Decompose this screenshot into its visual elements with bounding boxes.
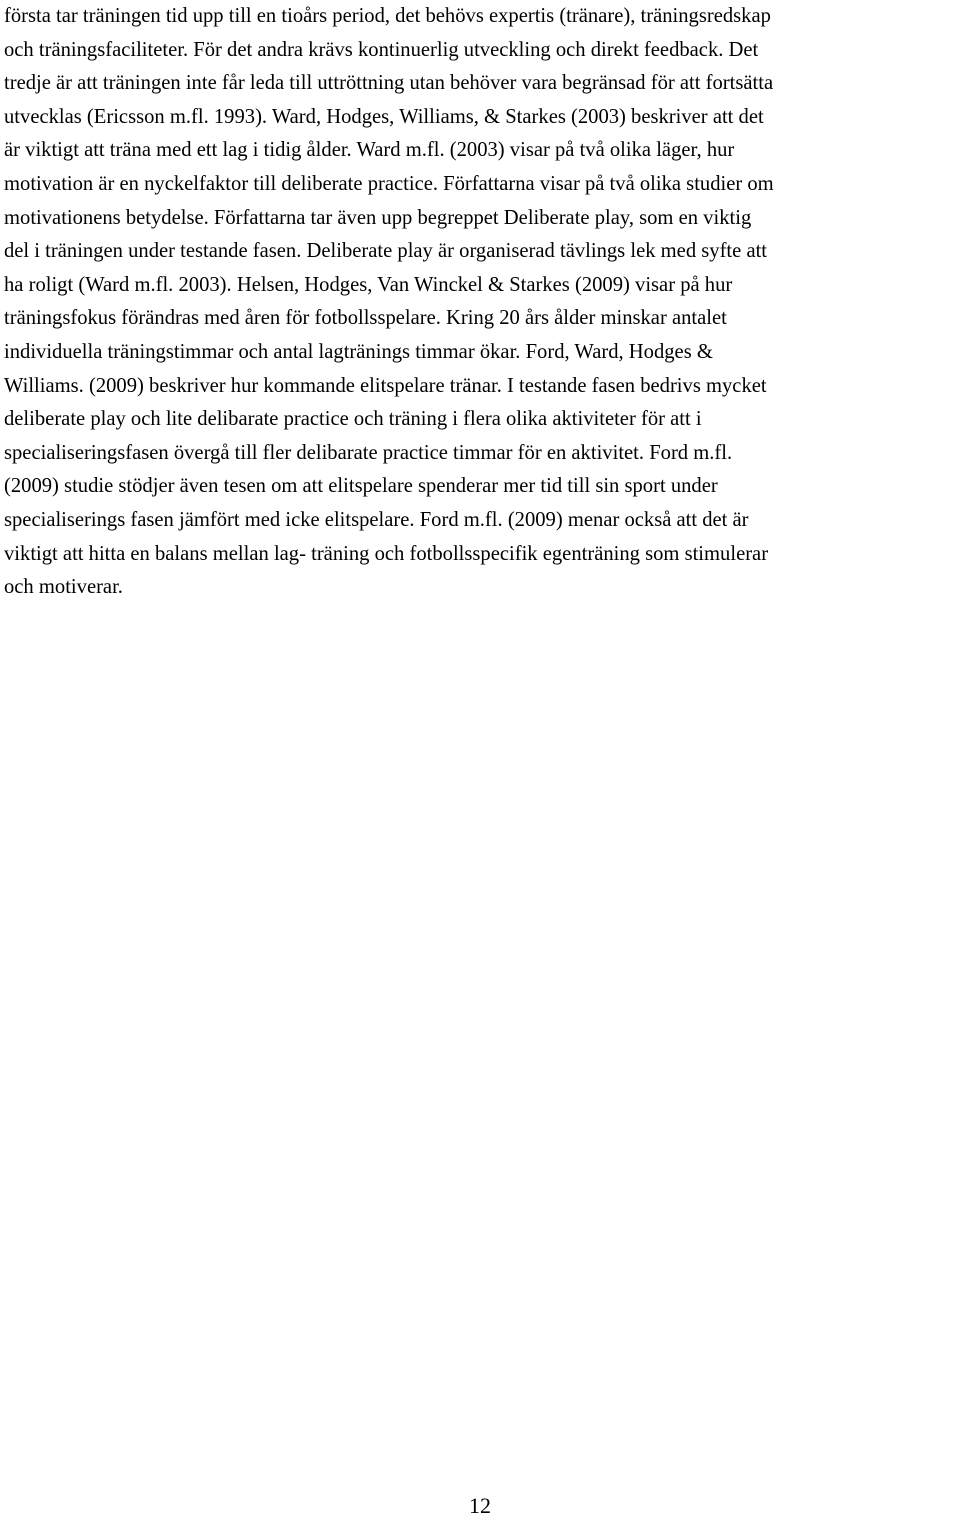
text-line: individuella träningstimmar och antal lagtränings timmar ökar. Ford, Ward, Hodges & — [4, 340, 713, 363]
body-paragraph — [4, 0, 956, 605]
text-line: ha roligt (Ward m.fl. 2003). Helsen, Hodges, Van Winckel & Starkes (2009) visar på hur — [4, 273, 733, 296]
text-line: tredje är att träningen inte får leda till uttröttning utan behöver vara begränsad för att fortsätta — [4, 72, 774, 95]
text-line: och träningsfaciliteter. För det andra krävs kontinuerlig utveckling och direkt feedback. Det — [4, 38, 759, 61]
text-line: specialiseringsfasen övergå till fler delibarate practice timmar för en aktivitet. Ford m.fl. — [4, 441, 733, 464]
text-line: deliberate play och lite delibarate practice och träning i flera olika aktiviteter för att i — [4, 408, 702, 431]
text-line: (2009) studie stödjer även tesen om att elitspelare spenderar mer tid till sin sport under — [4, 475, 718, 498]
text-line: viktigt att hitta en balans mellan lag- träning och fotbollsspecifik egenträning som stimulerar — [4, 542, 769, 565]
text-line: specialiserings fasen jämfört med icke elitspelare. Ford m.fl. (2009) menar också att det är — [4, 508, 749, 531]
text-line: motivation är en nyckelfaktor till deliberate practice. Författarna visar på två olika studier om — [4, 172, 774, 195]
page-number: 12 — [469, 1493, 491, 1518]
text-line: första tar träningen tid upp till en tioårs period, det behövs expertis (tränare), träningsredskap — [4, 5, 771, 27]
text-line: och motiverar. — [4, 576, 123, 599]
text-line: motivationens betydelse. Författarna tar även upp begreppet Deliberate play, som en viktig — [4, 206, 752, 229]
text-line: del i träningen under testande fasen. Deliberate play är organiserad tävlings lek med syfte att — [4, 240, 768, 263]
text-line: utvecklas (Ericsson m.fl. 1993). Ward, Hodges, Williams, & Starkes (2003) beskriver att det — [4, 105, 764, 128]
text-line: träningsfokus förändras med åren för fotbollsspelare. Kring 20 års ålder minskar antalet — [4, 307, 727, 330]
text-line: är viktigt att träna med ett lag i tidig ålder. Ward m.fl. (2003) visar på två olika läger, hur — [4, 139, 735, 162]
text-line: Williams. (2009) beskriver hur kommande elitspelare tränar. I testande fasen bedrivs mycket — [4, 374, 767, 397]
